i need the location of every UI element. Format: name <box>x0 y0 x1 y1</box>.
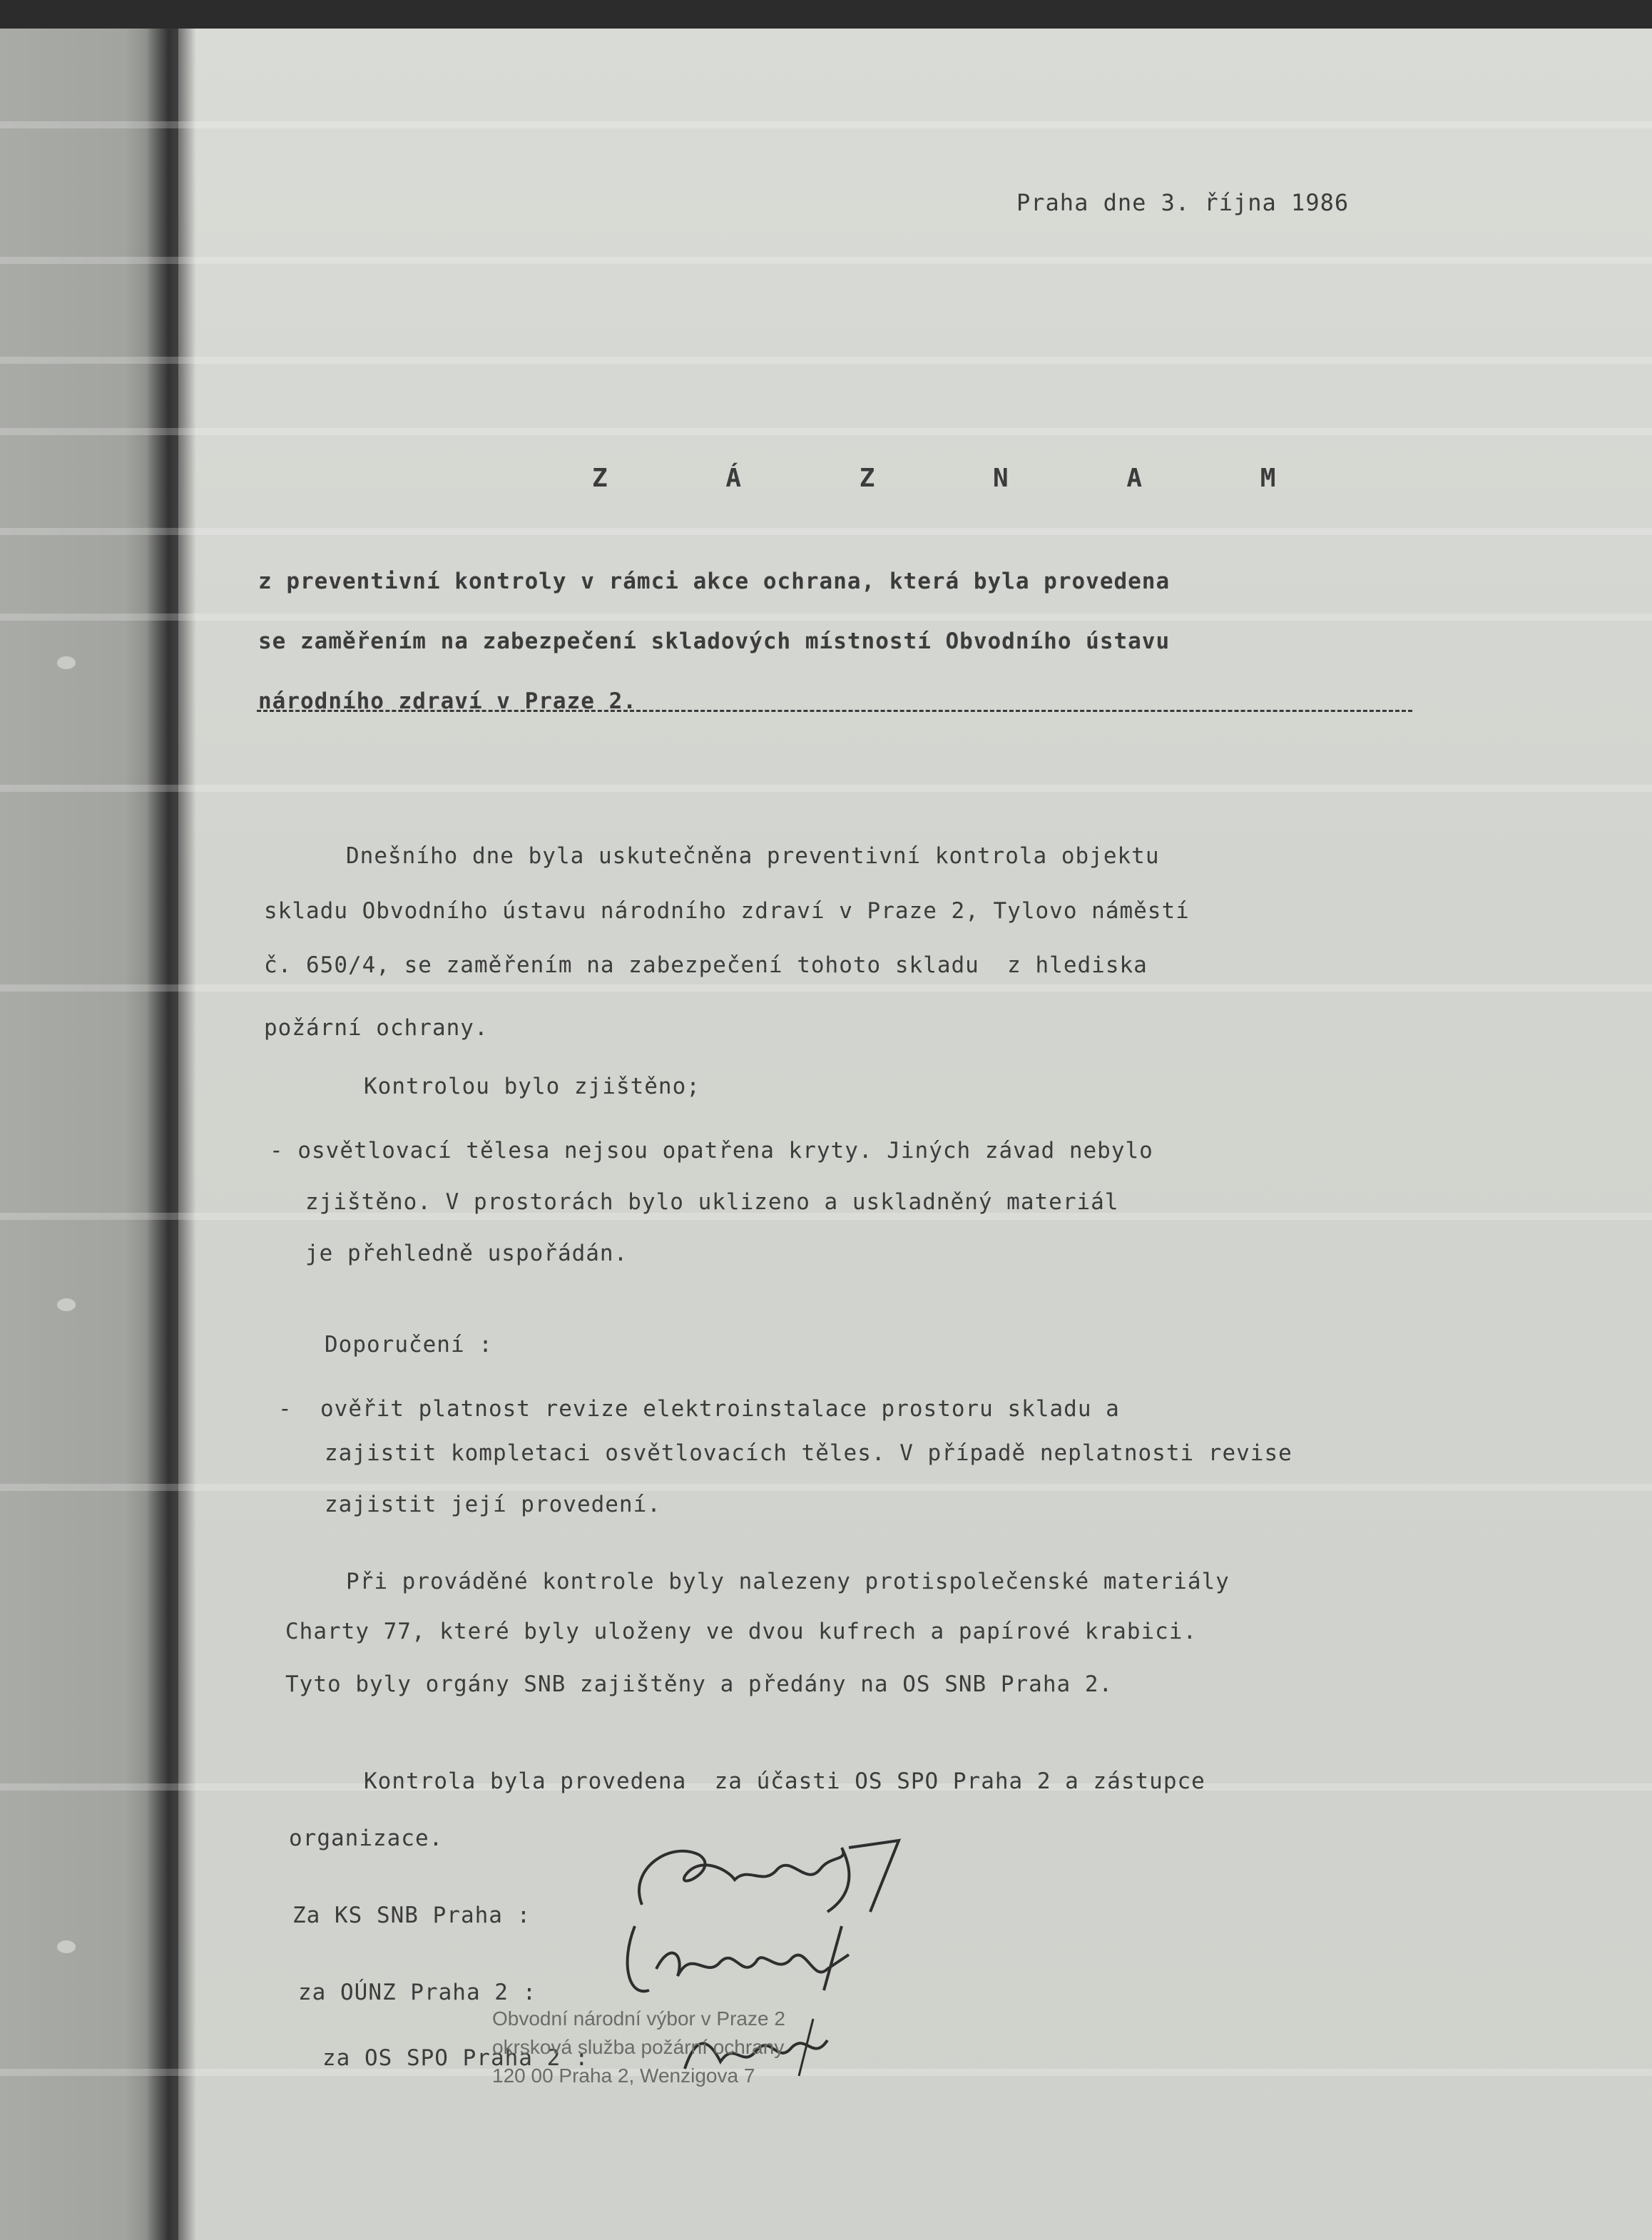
intro-line: požární ochrany. <box>264 1015 489 1041</box>
signature-2 <box>606 1912 906 2012</box>
document-title: Z Á Z N A M <box>592 464 1327 493</box>
findings-heading: Kontrolou bylo zjištěno; <box>364 1074 700 1099</box>
recommendation-line: zajistit její provedení. <box>325 1492 661 1517</box>
punch-hole <box>57 656 76 669</box>
signature-label-ounz: za OÚNZ Praha 2 : <box>298 1980 537 2005</box>
stamp-line-2: okrsková služba požární ochrany <box>492 2036 785 2058</box>
intro-line: č. 650/4, se zaměřením na zabezpečení tohoto skladu z hlediska <box>264 952 1148 978</box>
finding-line: - osvětlovací tělesa nejsou opatřena kryty. Jiných závad nebylo <box>270 1138 1153 1164</box>
punch-hole <box>57 1940 76 1953</box>
intro-line: Dnešního dne byla uskutečněna preventivní kontrola objektu <box>346 843 1160 869</box>
signature-1 <box>613 1826 913 1926</box>
signature-label-ks-snb: Za KS SNB Praha : <box>292 1903 531 1928</box>
closing-line: Kontrola byla provedena za účasti OS SPO Praha 2 a zástupce <box>364 1768 1205 1794</box>
subject-underline <box>257 710 1412 712</box>
charter-line: Tyto byly orgány SNB zajištěny a předány na OS SNB Praha 2. <box>285 1671 1113 1697</box>
subject-line: se zaměřením na zabezpečení skladových místností Obvodního ústavu <box>258 628 1171 654</box>
finding-line: zjištěno. V prostorách bylo uklizeno a uskladněný materiál <box>305 1189 1119 1215</box>
stamp-line-3: 120 00 Praha 2, Wenzigova 7 <box>492 2065 755 2087</box>
punch-hole <box>57 1298 76 1311</box>
subject-line: z preventivní kontroly v rámci akce ochrana, která byla provedena <box>258 569 1171 594</box>
charter-line: Charty 77, které byly uloženy ve dvou kufrech a papírové krabici. <box>285 1619 1198 1644</box>
recommendation-heading: Doporučení : <box>325 1332 493 1358</box>
finding-line: je přehledně uspořádán. <box>305 1241 628 1266</box>
place-date: Praha dne 3. října 1986 <box>1016 189 1350 216</box>
signature-label-os-spo: za OS SPO Praha 2 : <box>322 2045 589 2071</box>
charter-line: Při prováděné kontrole byly nalezeny protispolečenské materiály <box>346 1569 1230 1594</box>
intro-line: skladu Obvodního ústavu národního zdraví v Praze 2, Tylovo náměstí <box>264 898 1190 924</box>
recommendation-line: - ověřit platnost revize elektroinstalace prostoru skladu a <box>278 1396 1120 1422</box>
subject-line: národního zdraví v Praze 2. <box>258 688 637 714</box>
closing-line: organizace. <box>289 1826 444 1851</box>
official-stamp <box>492 2005 785 2090</box>
recommendation-line: zajistit kompletaci osvětlovacích těles. V případě neplatnosti revise <box>325 1440 1292 1466</box>
stamp-line-1: Obvodní národní výbor v Praze 2 <box>492 2007 785 2030</box>
